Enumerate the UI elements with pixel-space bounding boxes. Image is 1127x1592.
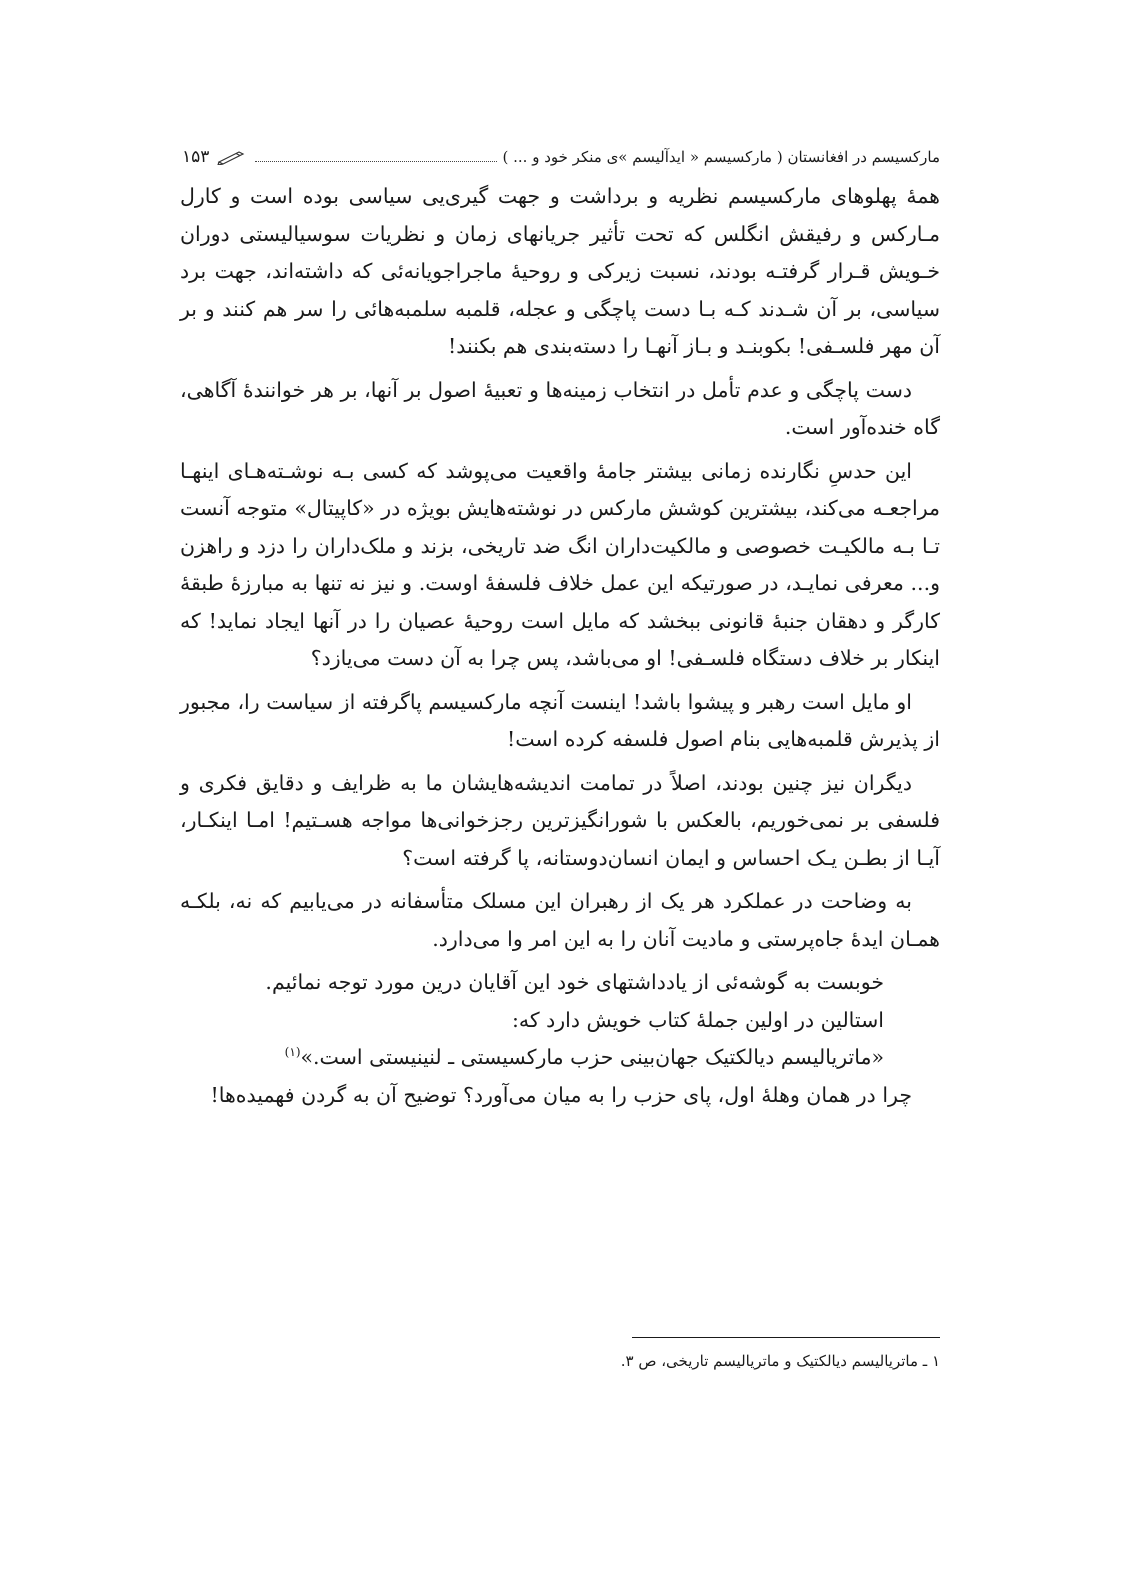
paragraph: دست پاچگی و عدم تأمل در انتخاب زمینه‌ها و تعبیهٔ اصول بر آنها، بر هر خوانندهٔ آگاهی، گاه خنده‌آور است. bbox=[180, 377, 940, 439]
footnote-reference[interactable]: (۱) bbox=[284, 1045, 301, 1060]
paragraph: چرا در همان وهلهٔ اول، پای حزب را به میان می‌آورد؟ توضیح آن به گردن فهمیده‌ها! bbox=[210, 1082, 912, 1107]
paragraph: او مایل است رهبر و پیشوا باشد! اینست آنچه مارکسیسم پاگرفته از سیاست را، مجبور از پذیرش قلمبه‌هایی بنام اصول فلسفه کرده است! bbox=[180, 689, 940, 751]
quote-text: «ماتریالیسم دیالکتیک جهان‌بینی حزب مارکسیستی ـ لنینیستی است.» bbox=[300, 1045, 884, 1069]
paragraph: به وضاحت در عملکرد هر یک از رهبران این مسلک متأسفانه در می‌یابیم که نه، بلکـه همـان ایدهٔ جاه‌پرستی و مادیت آنان را به این امر وا می‌دارد. bbox=[180, 889, 940, 951]
book-page bbox=[180, 120, 940, 1520]
pen-icon bbox=[217, 149, 245, 165]
footnote-divider bbox=[632, 1337, 940, 1338]
footnote: ۱ ـ ماتریالیسم دیالکتیک و ماتریالیسم تاریخی، ص ۳. bbox=[620, 1352, 940, 1370]
body-text bbox=[180, 178, 940, 1114]
dotted-leader bbox=[255, 161, 496, 162]
running-title: مارکسیسم در افغانستان ( مارکسیسم « ایدآلیسم »ی منکر خود و ... ) bbox=[502, 148, 940, 166]
paragraph: دیگران نیز چنین بودند، اصلاً در تمامت اندیشه‌هایشان ما به ظرایف و دقایق فکری و فلسفی بر نمی‌خوریم، بالعکس با شورانگیزترین رجزخوانی‌ها مواجه هسـتیم! امـا اینکـار، آیـا از بطـن یـک احساس و ایمان انسان‌دوستانه، پا گرفته است؟ bbox=[180, 770, 940, 870]
paragraph: این حدسِ نگارنده زمانی بیشتر جامهٔ واقعیت می‌پوشد که کسی بـه نوشـته‌هـای اینهـا مراجعـه می‌کند، بیشترین کوشش مارکس در نوشته‌هایش بویژه در «کاپیتال» متوجه آنست تـا بـه مالکیـت خصوصی و مالکیت‌داران انگ ضد تاریخی، بزند و ملک‌داران را دزد و راهزن و... معرفی نمایـد، در صورتیکه این عمل خلاف فلسفهٔ اوست. و نیز نه تنها به مبارزهٔ طبقهٔ کارگر و دهقان جنبهٔ قانونی ببخشد که مایل است روحیهٔ عصیان را در آنها ایجاد نماید! که اینکار بر خلاف دستگاه فلسـفی! او می‌باشد، پس چرا به آن دست می‌یازد؟ bbox=[180, 458, 940, 670]
paragraph: خوبست به گوشه‌ئی از یادداشتهای خود این آقایان درین مورد توجه نمائیم. bbox=[265, 970, 884, 994]
block-quote bbox=[180, 1039, 940, 1077]
paragraph: استالین در اولین جملهٔ کتاب خویش دارد که: bbox=[511, 1007, 884, 1032]
running-header bbox=[180, 142, 940, 172]
paragraph: همهٔ پهلوهای مارکسیسم نظریه و برداشت و جهت گیری‌یی سیاسی بوده است و کارل مـارکس و رفیقش انگلس که تحت تأثیر جریانهای زمان و نظریات سوسیالیستی دوران خـویش قـرار گرفتـه بودند، نسبت زیرکی و روحیهٔ ماجراجویانه‌ئی که داشته‌اند، جهت برد سیاسی، بر آن شـدند کـه بـا دست پاچگی و عجله، قلمبه سلمبه‌هائی را سر هم کنند و بر آن مهر فلسـفی! بکوبنـد و بـاز آنهـا را دسته‌بندی هم بکنند! bbox=[180, 184, 940, 358]
page-number: ۱۵۳ bbox=[182, 147, 210, 167]
